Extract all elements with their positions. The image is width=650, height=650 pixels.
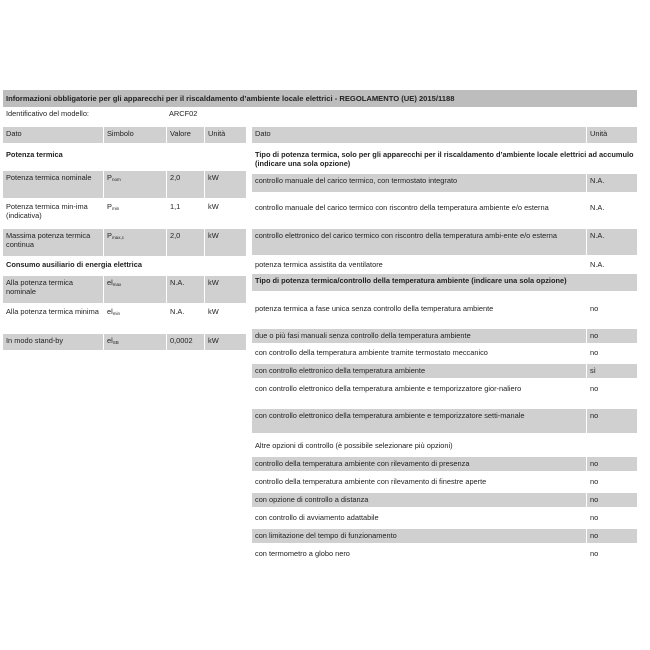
cell-dato: Potenza termica min-ima (indicativa) bbox=[6, 202, 88, 220]
cell-simbolo: $el_{min}$ bbox=[103, 305, 166, 332]
right-cell-unita: no bbox=[586, 382, 637, 406]
cell-unita: kW bbox=[204, 171, 246, 198]
cell-simbolo: $P_{max,c}$ bbox=[103, 229, 166, 256]
model-label: Identificativo del modello: bbox=[6, 109, 89, 118]
right-section-header: Tipo di potenza termica/controllo della temperatura ambiente (indicare una sola opzione) bbox=[252, 274, 637, 291]
right-cell-unita: no bbox=[586, 329, 637, 343]
cell-unita: kW bbox=[204, 334, 246, 350]
right-cell-unita: no bbox=[586, 475, 637, 489]
cell-simbolo: $el_{max}$ bbox=[103, 276, 166, 303]
table-title: Informazioni obbligatorie per gli apparecchi per il riscaldamento d’ambiente locale elettrici - REGOLAMENTO (UE) 2015/1188 bbox=[3, 90, 637, 107]
model-value: ARCF02 bbox=[169, 109, 198, 118]
cell-simbolo: $P_{min}$ bbox=[103, 200, 166, 227]
right-cell-dato: controllo manuale del carico termico, con termostato integrato bbox=[252, 174, 586, 192]
cell-valore: 0,0002 bbox=[166, 334, 204, 350]
cell-dato: In modo stand-by bbox=[3, 334, 103, 350]
right-cell-dato: con controllo di avviamento adattabile bbox=[255, 513, 379, 522]
right-cell-unita: no bbox=[586, 302, 637, 320]
right-cell-dato: con controllo della temperatura ambiente tramite termostato meccanico bbox=[255, 348, 488, 357]
right-cell-unita: no bbox=[586, 409, 637, 433]
right-header-dato: Dato bbox=[252, 127, 586, 143]
cell-dato: Potenza termica nominale bbox=[3, 171, 103, 198]
cell-simbolo: $el_{SB}$ bbox=[103, 334, 166, 350]
cell-valore: N.A. bbox=[166, 276, 204, 303]
section-tipo-potenza-accumulo: Tipo di potenza termica, solo per gli apparecchi per il riscaldamento d’ambiente locale elettrici ad accumulo (indicare una sola opzione) bbox=[255, 150, 634, 168]
cell-dato: Massima potenza termica continua bbox=[3, 229, 103, 256]
cell-valore: 1,1 bbox=[166, 200, 204, 227]
right-cell-unita: no bbox=[586, 547, 637, 561]
right-cell-unita: no bbox=[586, 493, 637, 507]
left-header-dato: Dato bbox=[3, 127, 103, 143]
cell-unita: kW bbox=[204, 276, 246, 303]
right-section-header: Altre opzioni di controllo (è possibile selezionare più opzioni) bbox=[255, 441, 453, 450]
right-cell-unita: N.A. bbox=[586, 258, 637, 272]
cell-valore: 2,0 bbox=[166, 229, 204, 256]
right-cell-dato: con termometro a globo nero bbox=[255, 549, 350, 558]
right-cell-unita: no bbox=[586, 529, 637, 543]
right-cell-dato: controllo della temperatura ambiente con rilevamento di presenza bbox=[252, 457, 586, 471]
right-cell-unita: N.A. bbox=[586, 201, 637, 227]
right-cell-dato: con controllo elettronico della temperatura ambiente e temporizzatore gior-naliero bbox=[255, 384, 522, 393]
cell-dato: Alla potenza termica nominale bbox=[3, 276, 103, 303]
right-cell-dato: con controllo elettronico della temperatura ambiente bbox=[252, 364, 586, 378]
left-header-simbolo: Simbolo bbox=[103, 127, 166, 143]
right-cell-unita: sì bbox=[586, 364, 637, 378]
right-cell-dato: controllo della temperatura ambiente con rilevamento di finestre aperte bbox=[255, 477, 487, 486]
cell-unita: kW bbox=[204, 229, 246, 256]
right-cell-dato: potenza termica assistita da ventilatore bbox=[255, 260, 383, 269]
right-header-unita: Unità bbox=[586, 127, 637, 143]
cell-valore: N.A. bbox=[166, 305, 204, 332]
right-cell-dato: controllo manuale del carico termico con riscontro della temperatura ambiente e/o esterna bbox=[255, 203, 549, 212]
cell-unita: kW bbox=[204, 200, 246, 227]
cell-dato: Alla potenza termica minima bbox=[6, 307, 99, 316]
cell-simbolo: $P_{nom}$ bbox=[103, 171, 166, 198]
left-header-valore: Valore bbox=[166, 127, 204, 143]
right-cell-dato: controllo elettronico del carico termico con riscontro della temperatura ambi-ente e/o esterna bbox=[252, 229, 586, 255]
right-cell-unita: N.A. bbox=[586, 174, 637, 192]
right-cell-dato: potenza termica a fase unica senza controllo della temperatura ambiente bbox=[255, 304, 494, 313]
right-cell-dato: con limitazione del tempo di funzionamento bbox=[252, 529, 586, 543]
right-cell-unita: N.A. bbox=[586, 229, 637, 255]
right-cell-unita: no bbox=[586, 457, 637, 471]
right-cell-dato: con controllo elettronico della temperatura ambiente e temporizzatore setti-manale bbox=[252, 409, 586, 433]
right-cell-unita: no bbox=[586, 511, 637, 525]
right-cell-unita: no bbox=[586, 346, 637, 360]
right-cell-dato: con opzione di controllo a distanza bbox=[252, 493, 586, 507]
section-potenza-termica: Potenza termica bbox=[6, 150, 63, 159]
right-cell-dato: due o più fasi manuali senza controllo della temperatura ambiente bbox=[252, 329, 586, 343]
section-consumo-ausiliario: Consumo ausiliario di energia elettrica bbox=[6, 260, 142, 269]
cell-unita: kW bbox=[204, 305, 246, 332]
left-header-unita: Unità bbox=[204, 127, 246, 143]
cell-valore: 2,0 bbox=[166, 171, 204, 198]
